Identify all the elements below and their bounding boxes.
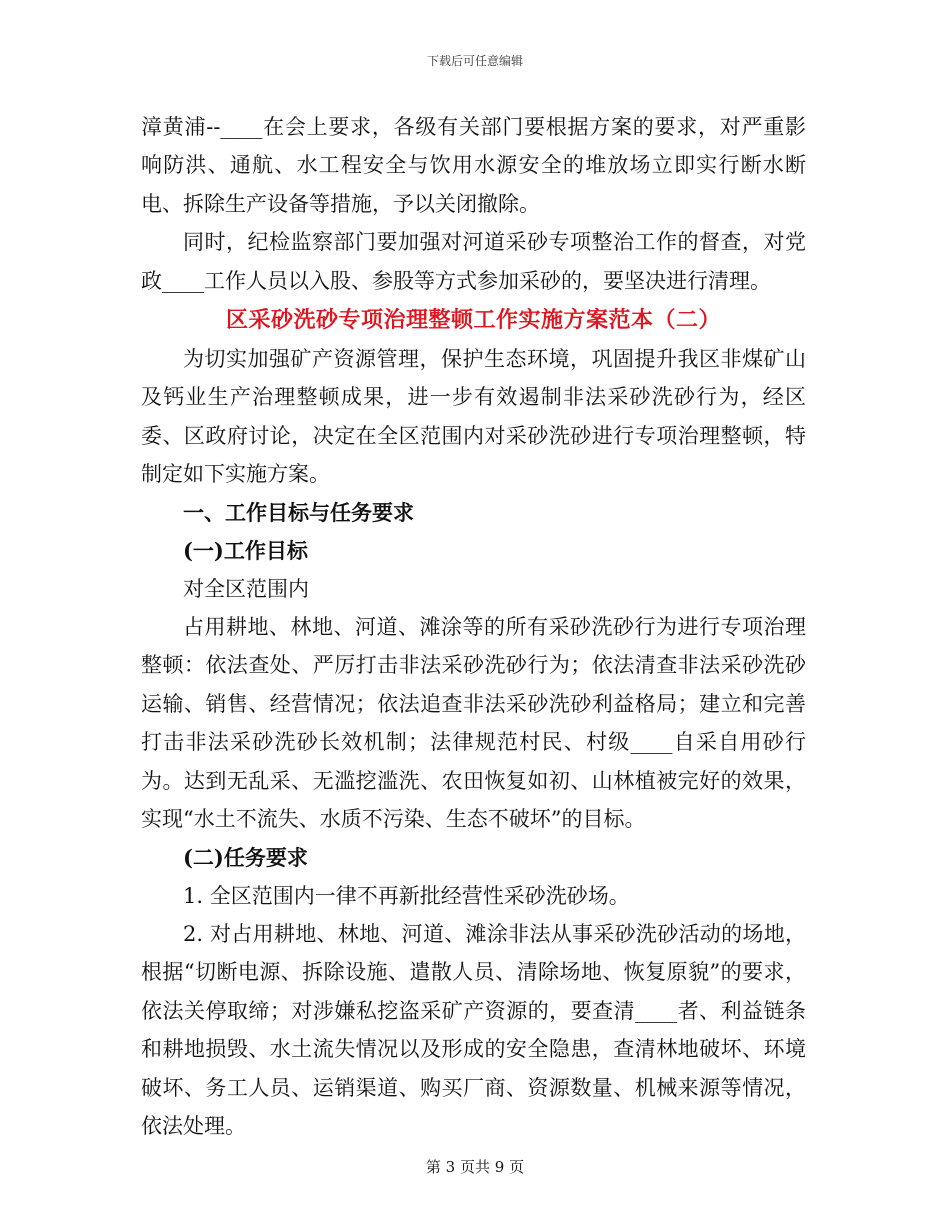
paragraph-supervision: 同时，纪检监察部门要加强对河道采砂专项整治工作的督查，对党政____工作人员以入股、参股等方式参加采砂的，要坚决进行清理。 [141, 230, 806, 293]
task-item-1: 1. 全区范围内一律不再新批经营性采砂洗砂场。 [183, 883, 630, 908]
paragraph-goals: 占用耕地、林地、河道、滩涂等的所有采砂洗砂行为进行专项治理整顿：依法查处、严厉打击非法采砂洗砂行为；依法清查非法采砂洗砂运输、销售、经营情况；依法追查非法采砂洗砂利益格局；建立和完善打击非法采砂洗砂长效机制；法律规范村民、村级____自采自用砂行为。达到无乱采、无滥挖滥洗、农田恢复如初、山林植被完好的效果，实现“水土不流失、水质不污染、生态不破坏”的目标。 [141, 615, 806, 832]
page-footer: 第 3 页共 9 页 [425, 1158, 525, 1176]
document-title: 区采砂洗砂专项治理整顿工作实施方案范本（二） [225, 307, 721, 334]
section-heading-1: 一、工作目标与任务要求 [183, 499, 414, 525]
page-header: 下载后可任意编辑 [426, 54, 523, 68]
document-body [141, 108, 806, 1145]
paragraph-continuation: 漳黄浦--____在会上要求，各级有关部门要根据方案的要求，对严重影响防洪、通航、水工程安全与饮用水源安全的堆放场立即实行断水断电、拆除生产设备等措施，予以关闭撤除。 [141, 115, 806, 216]
task-item-2: 2. 对占用耕地、林地、河道、滩涂非法从事采砂洗砂活动的场地，根据“切断电源、拆除设施、遣散人员、清除场地、恢复原貌”的要求，依法关停取缔；对涉嫌私挖盗采矿产资源的，要查清____者、利益链条和耕地损毁、水土流失情况以及形成的安全隐患，查清林地破坏、环境破坏、务工人员、运销渠道、购买厂商、资源数量、机械来源等情况，依法处理。 [141, 921, 806, 1138]
subsection-heading-tasks: (二)任务要求 [183, 844, 308, 870]
paragraph-goal-lead: 对全区范围内 [183, 576, 309, 601]
paragraph-intro: 为切实加强矿产资源管理，保护生态环境，巩固提升我区非煤矿山及钙业生产治理整顿成果，进一步有效遏制非法采砂洗砂行为，经区委、区政府讨论，决定在全区范围内对采砂洗砂进行专项治理整顿，特制定如下实施方案。 [141, 347, 806, 487]
subsection-heading-goals: (一)工作目标 [183, 537, 308, 563]
